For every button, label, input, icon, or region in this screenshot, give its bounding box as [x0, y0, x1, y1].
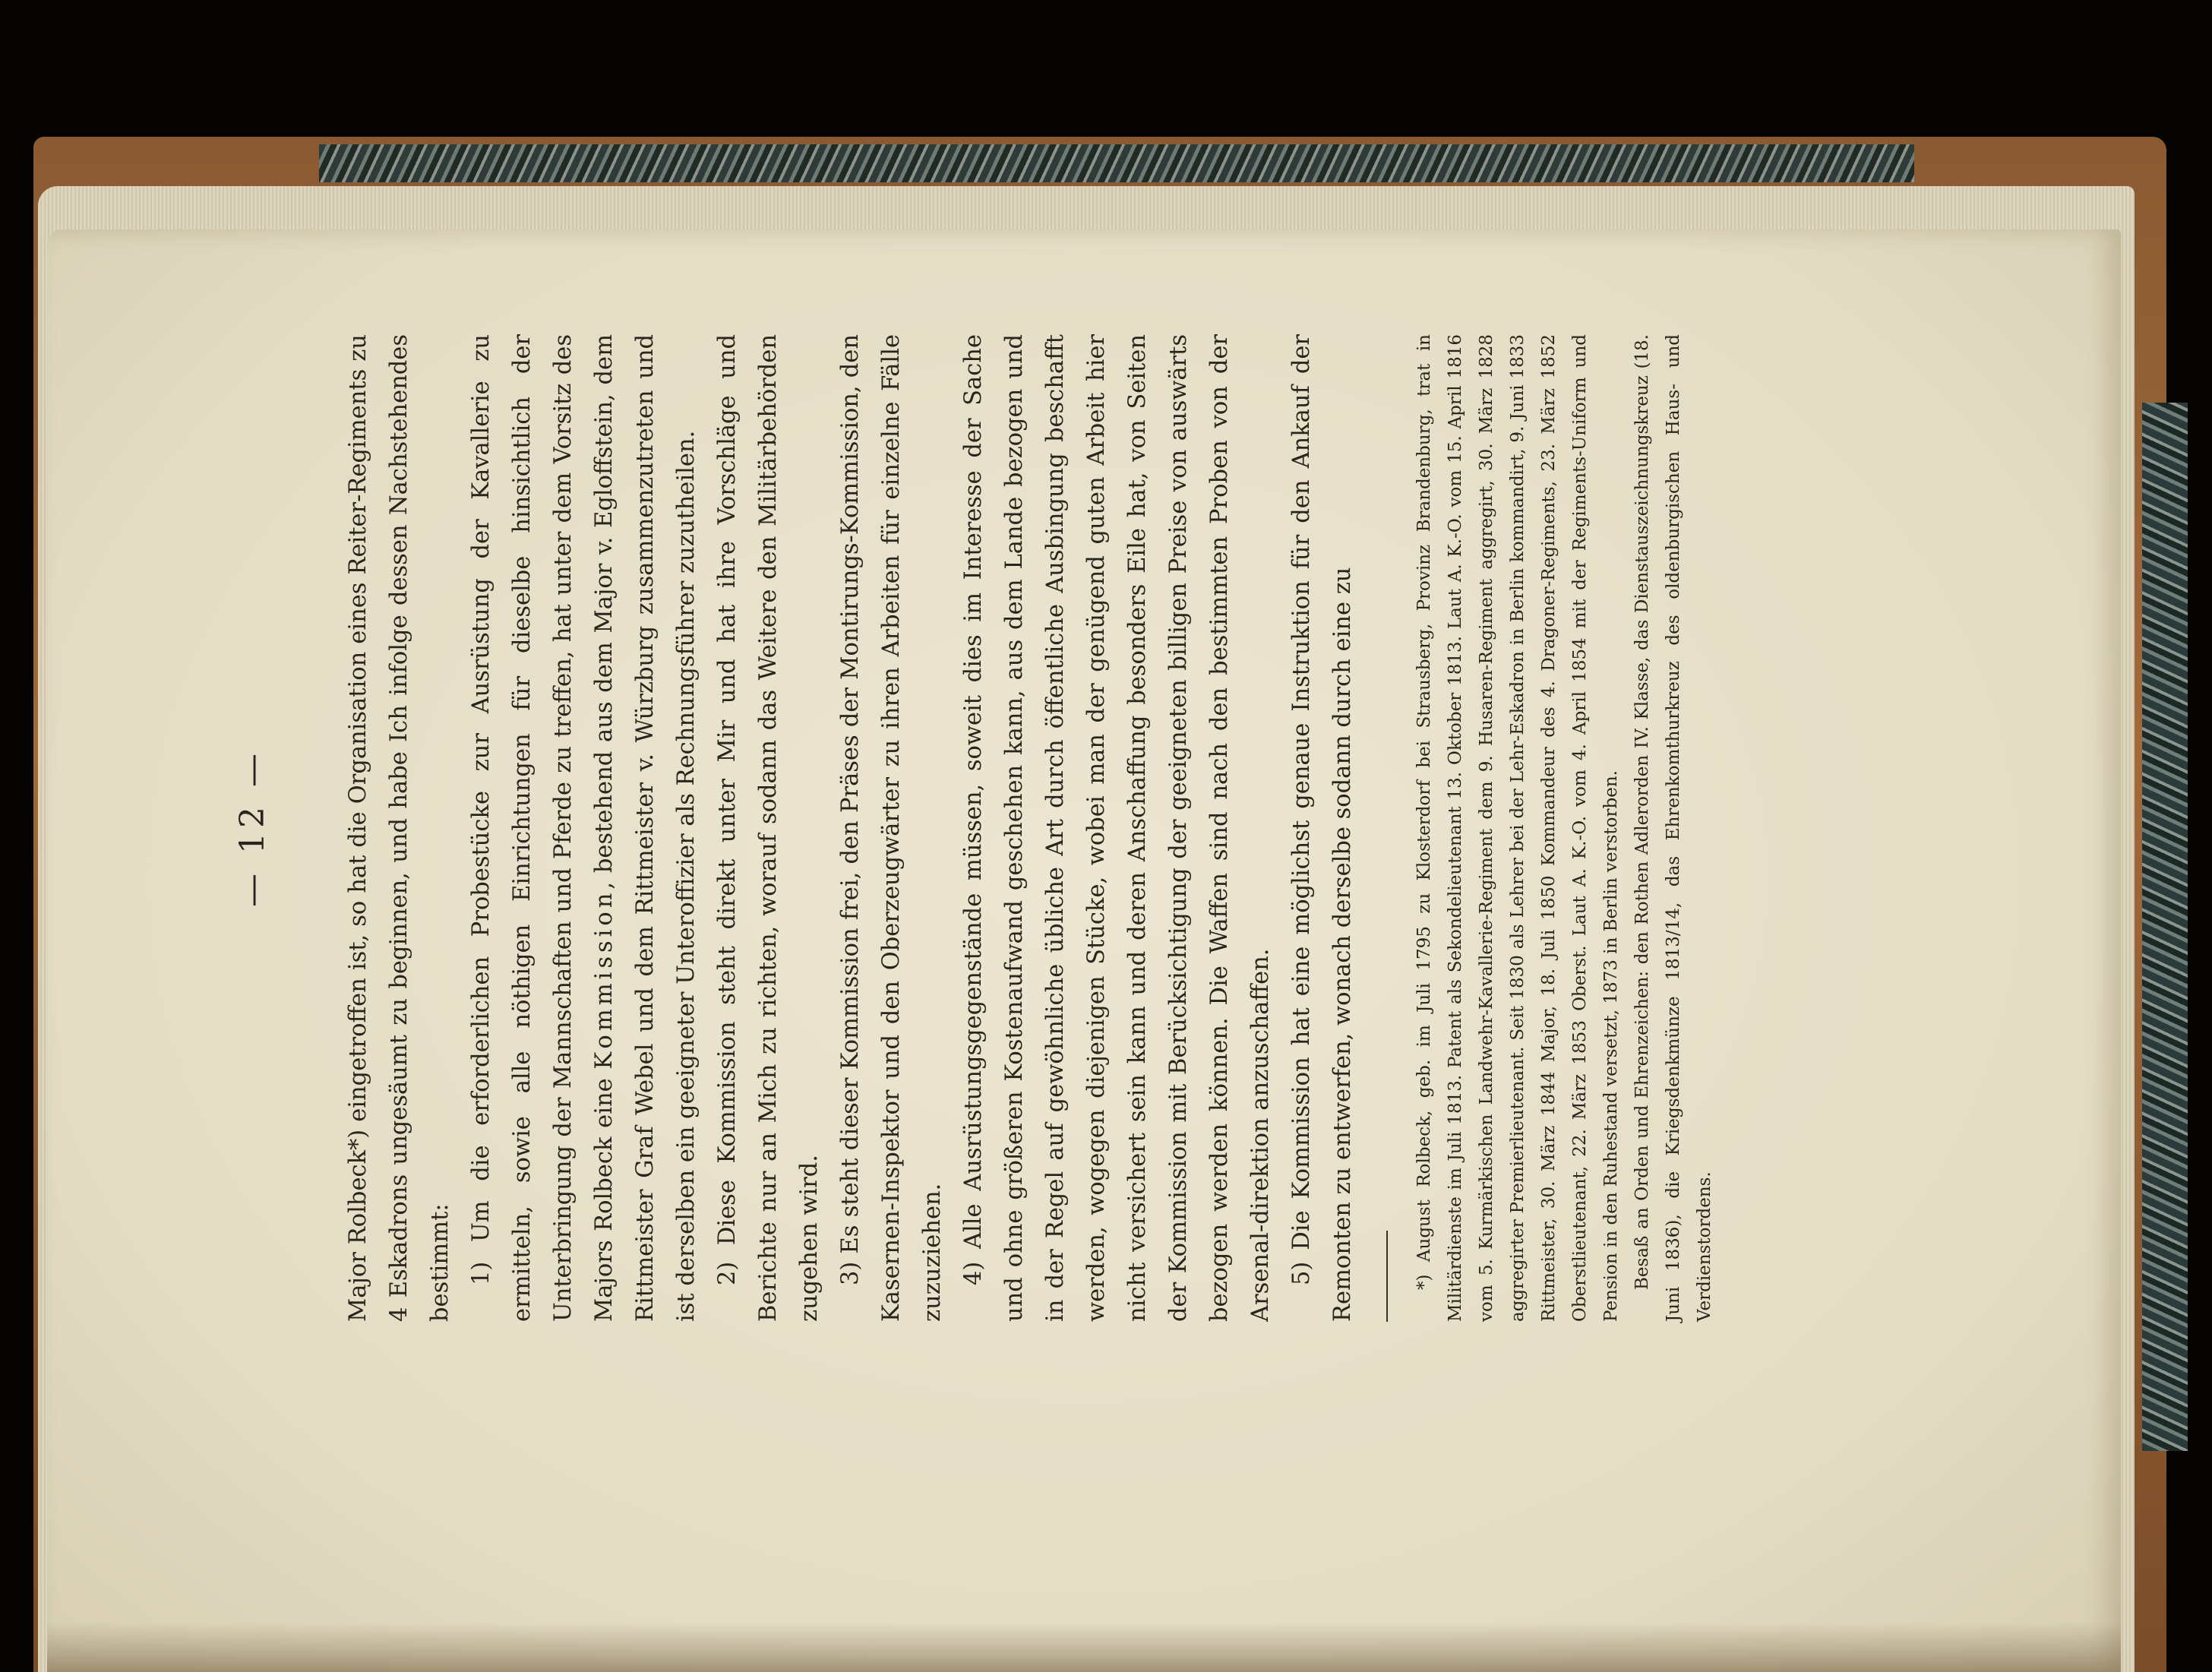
footnote-divider	[1386, 1231, 1388, 1322]
paragraph-3: 3) Es steht dieser Kommission frei, den Präses der Montirungs-Kommission, den Kasernen-Inspektor und den Oberzeugwärter zu ihren Arbeiten für einzelne Fälle zuzuziehen.	[837, 334, 946, 1322]
paragraph-1	[461, 334, 707, 1322]
page-gutter-shadow	[47, 1622, 2121, 1672]
paragraph-1-rest: , bestehend aus dem Major v. Egloffstein, dem Rittmeister Graf Webel und dem Rittmeister v. Würzburg zusammenzutreten und ist derselben ein geeigneter Unteroffizier als Rechnungsführer zuzutheilen.	[591, 334, 700, 1322]
paragraph-2: 2) Diese Kommission steht direkt unter Mir und hat ihre Vorschläge und Berichte nur an Mich zu richten, worauf sodann das Weitere den Militärbehörden zugehen wird.	[714, 334, 823, 1322]
footnote-biography: *) August Rolbeck, geb. im Juli 1795 zu Klosterdorf bei Strausberg, Provinz Brandenburg, trat in Militärdienste im Juli 1813. Patent als Sekondelieutenant 13. Oktober 1813. Laut A. K.-O. vom 15. April 1816 vom 5. Kurmärkischen Landwehr-Kavallerie-Regiment dem 9. Husaren-Regiment aggregirt, 30. März 1828 aggregirter Premierlieutenant. Seit 1830 als Lehrer bei der Lehr-Eskadron in Berlin kommandirt, 9. Juni 1833 Rittmeister, 30. März 1844 Major, 18. Juli 1850 Kommandeur des 4. Dragoner-Regiments, 23. März 1852 Oberstlieutenant, 22. März 1853 Oberst. Laut A. K.-O. vom 4. April 1854 mit der Regiments-Uniform und Pension in den Ruhestand versetzt, 1873 in Berlin verstorben.	[1414, 334, 1621, 1322]
body-text	[338, 334, 1721, 1322]
paragraph-4: 4) Alle Ausrüstungsgegenstände müssen, soweit dies im Interesse der Sache und ohne größeren Kostenaufwand geschehen kann, aus dem Lande bezogen und in der Regel auf gewöhnliche übliche Art durch öffentliche Ausbingung beschafft werden, wogegen diejenigen Stücke, wobei man der genügend guten Arbeit hier nicht versichert sein kann und deren Anschaffung besonders Eile hat, von Seiten der Kommission mit Berücksichtigung der geeigneten billigen Preise von auswärts bezogen werden können. Die Waffen sind nach den bestimmten Proben von der Arsenal-direktion anzuschaffen.	[960, 334, 1274, 1322]
paragraph-1-emphasis: Kommission	[591, 889, 618, 1070]
page-number: — 12 —	[233, 749, 272, 907]
marbled-edge-top	[319, 144, 1914, 182]
footnote-decorations: Besaß an Orden und Ehrenzeichen: den Rothen Adlerorden IV. Klasse, das Dienstauszeichnungskreuz (18. Juni 1836), die Kriegsdenkmünze 1813/14, das Ehrenkomthurkreuz des oldenburgischen Haus- und Verdienstordens.	[1632, 334, 1714, 1322]
marbled-edge-right	[2142, 403, 2188, 1451]
paragraph-1-text: 1) Um die erforderlichen Probestücke zur Ausrüstung der Kavallerie zu ermitteln, sowie alle nöthigen Einrichtungen für dieselbe hinsichtlich der Unterbringung der Mannschaften und Pferde zu treffen, hat unter dem Vorsitz des Majors Rolbeck eine	[468, 334, 618, 1322]
footnote	[1409, 334, 1721, 1322]
rotated-page-text	[216, 289, 1751, 1367]
paragraph-5: 5) Die Kommission hat eine möglichst genaue Instruktion für den Ankauf der Remonten zu entwerfen, wonach derselbe sodann durch eine zu	[1288, 334, 1356, 1322]
paragraph-intro: Major Rolbeck*) eingetroffen ist, so hat die Organisation eines Reiter-Regiments zu 4 Eskadrons ungesäumt zu beginnen, und habe Ich infolge dessen Nachstehendes bestimmt:	[345, 334, 453, 1322]
